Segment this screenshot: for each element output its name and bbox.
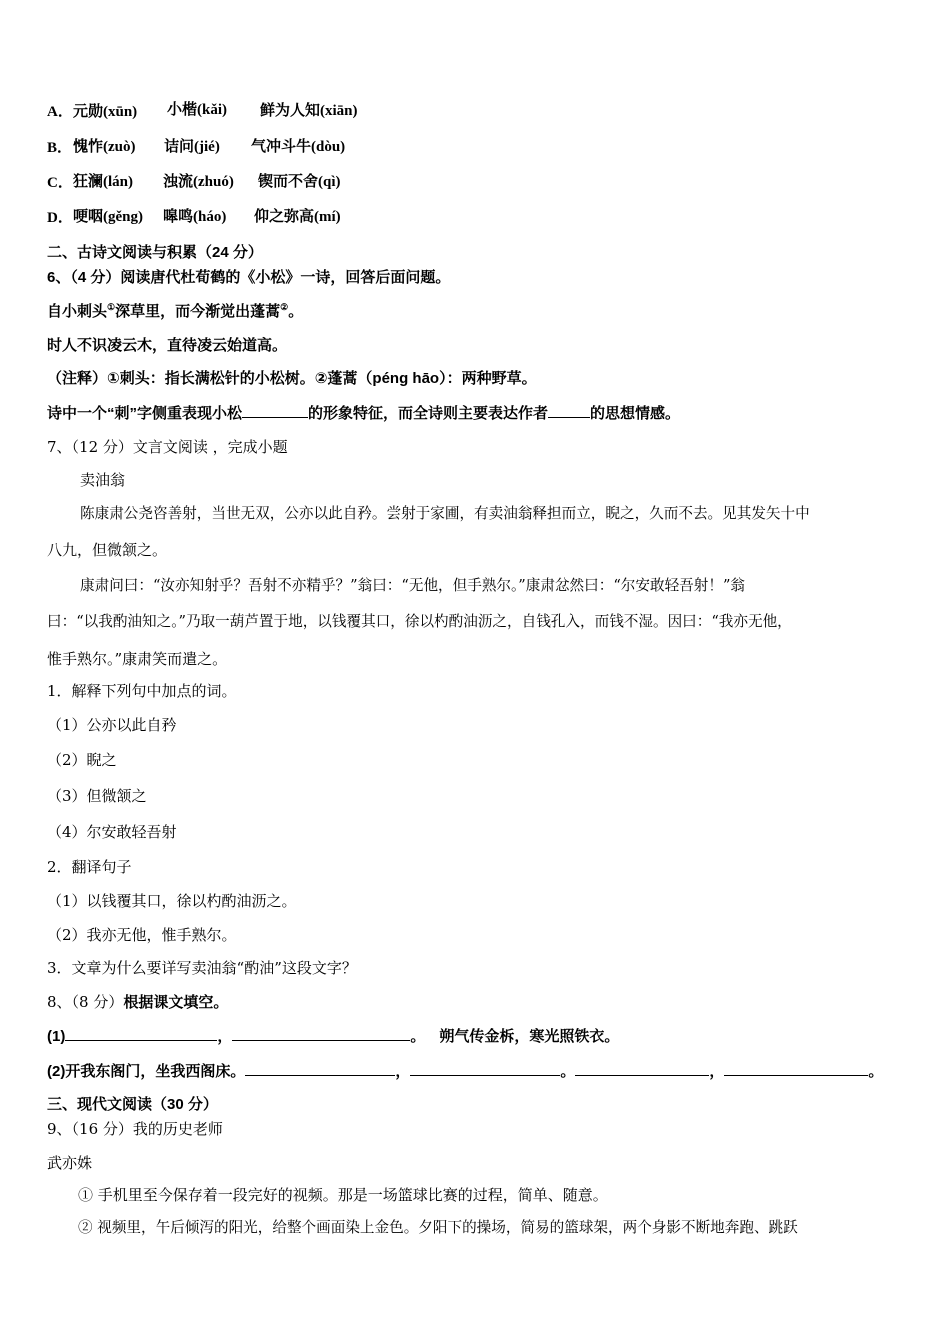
note-marker-2: ② [280,303,289,313]
q7-sub1: 1．解释下列句中加点的词。 [47,682,237,700]
answer-blank[interactable] [410,1061,560,1076]
option-a-letter: A． [47,104,73,120]
answer-blank[interactable] [575,1061,709,1076]
q7-sub1-item: （4）尔安敢轻吾射 [47,823,177,841]
q7-sub1-item: （3）但微颔之 [47,787,147,805]
answer-blank[interactable] [724,1061,868,1076]
q9-stem: 9、（16 分）我的历史老师 [47,1120,223,1138]
q7-passage-p1-line1: 陈康肃公尧咨善射，当世无双，公亦以此自矜。尝射于家圃，有卖油翁释担而立，睨之，久而不去。见其发矢十中 [80,505,810,522]
q7-sub2: 2．翻译句子 [47,858,132,876]
q7-sub2-item: （1）以钱覆其口，徐以杓酌油沥之。 [47,892,297,910]
answer-blank[interactable] [242,403,308,418]
section-3-title: 三、现代文阅读（30 分） [47,1096,218,1113]
option-b-letter: B． [47,140,73,156]
q7-passage-title: 卖油翁 [80,471,126,489]
q9-paragraph-2: ② 视频里，午后倾泻的阳光，给整个画面染上金色。夕阳下的操场，简易的篮球架，两个身影不断地奔跑、跳跃 [78,1219,798,1236]
option-a-item-1: 元勋(xūn) [73,104,138,120]
q6-poem-line-2: 时人不识凌云木，直待凌云始道高。 [47,336,288,354]
q7-passage-p2-line2: 曰：“以我酌油知之。”乃取一葫芦置于地，以钱覆其口，徐以杓酌油沥之，自钱孔入，而钱不湿。因曰：“我亦无他， [47,613,792,630]
q9-author: 武亦姝 [47,1154,93,1172]
q8-line-1: (1) ， 。 朔气传金柝，寒光照铁衣。 [47,1028,620,1045]
q7-sub1-item: （1）公亦以此自矜 [47,716,177,734]
q6-question: 诗中一个“刺”字侧重表现小松 的形象特征，而全诗则主要表达作者 的思想情感。 [47,405,681,422]
answer-blank[interactable] [65,1026,217,1041]
option-d-item-2: 嗥鸣(háo) [163,209,227,225]
answer-blank[interactable] [245,1061,395,1076]
q8-stem: 8、（8 分）根据课文填空。 [47,993,229,1011]
q6-annotation: （注释）①刺头：指长满松针的小松树。②蓬蒿（péng hāo）：两种野草。 [47,370,537,387]
option-b-item-2: 诘问(jié) [164,139,220,155]
q7-stem: 7、（12 分）文言文阅读 ，完成小题 [47,438,288,456]
option-a-item-3: 鲜为人知(xiān) [260,103,358,119]
option-c-letter: C． [47,175,73,191]
q6-poem-line-1: 自小刺头①深草里，而今渐觉出蓬蒿②。 [47,302,304,320]
option-c-item-3: 锲而不舍(qì) [258,174,341,190]
q7-passage-p1-line2: 八九，但微颔之。 [47,541,168,559]
answer-blank[interactable] [232,1026,410,1041]
option-c-item-1: 狂澜(lán) [73,174,134,190]
q6-stem: 6、（4 分）阅读唐代杜荀鹤的《小松》一诗，回答后面问题。 [47,269,451,286]
q7-sub1-item: （2）睨之 [47,751,117,769]
q9-paragraph-1: ① 手机里至今保存着一段完好的视频。那是一场篮球比赛的过程，简单、随意。 [78,1186,608,1204]
option-b-item-1: 愧怍(zuò) [73,139,136,155]
q7-passage-p2-line1: 康肃问曰：“汝亦知射乎？吾射不亦精乎？”翁曰：“无他，但手熟尔。”康肃忿然曰：“尔安敢轻吾射！”翁 [80,577,745,594]
answer-blank[interactable] [548,403,590,418]
q7-sub3: 3．文章为什么要详写卖油翁“酌油”这段文字？ [47,959,357,977]
note-marker-1: ① [107,303,116,313]
option-d-item-1: 哽咽(gěng) [73,209,143,225]
q8-line-2: (2)开我东阁门，坐我西阁床。 ， 。 ， 。 [47,1063,884,1080]
option-c-item-2: 浊流(zhuó) [163,174,234,190]
section-2-title: 二、古诗文阅读与积累（24 分） [47,244,263,261]
option-d-item-3: 仰之弥高(mí) [254,209,341,225]
q7-passage-p2-line3: 惟手熟尔。”康肃笑而遣之。 [47,650,228,668]
q7-sub2-item: （2）我亦无他，惟手熟尔。 [47,926,237,944]
option-a-item-2: 小楷(kǎi) [167,102,228,118]
option-b-item-3: 气冲斗牛(dòu) [251,139,346,155]
option-d-letter: D． [47,210,73,226]
